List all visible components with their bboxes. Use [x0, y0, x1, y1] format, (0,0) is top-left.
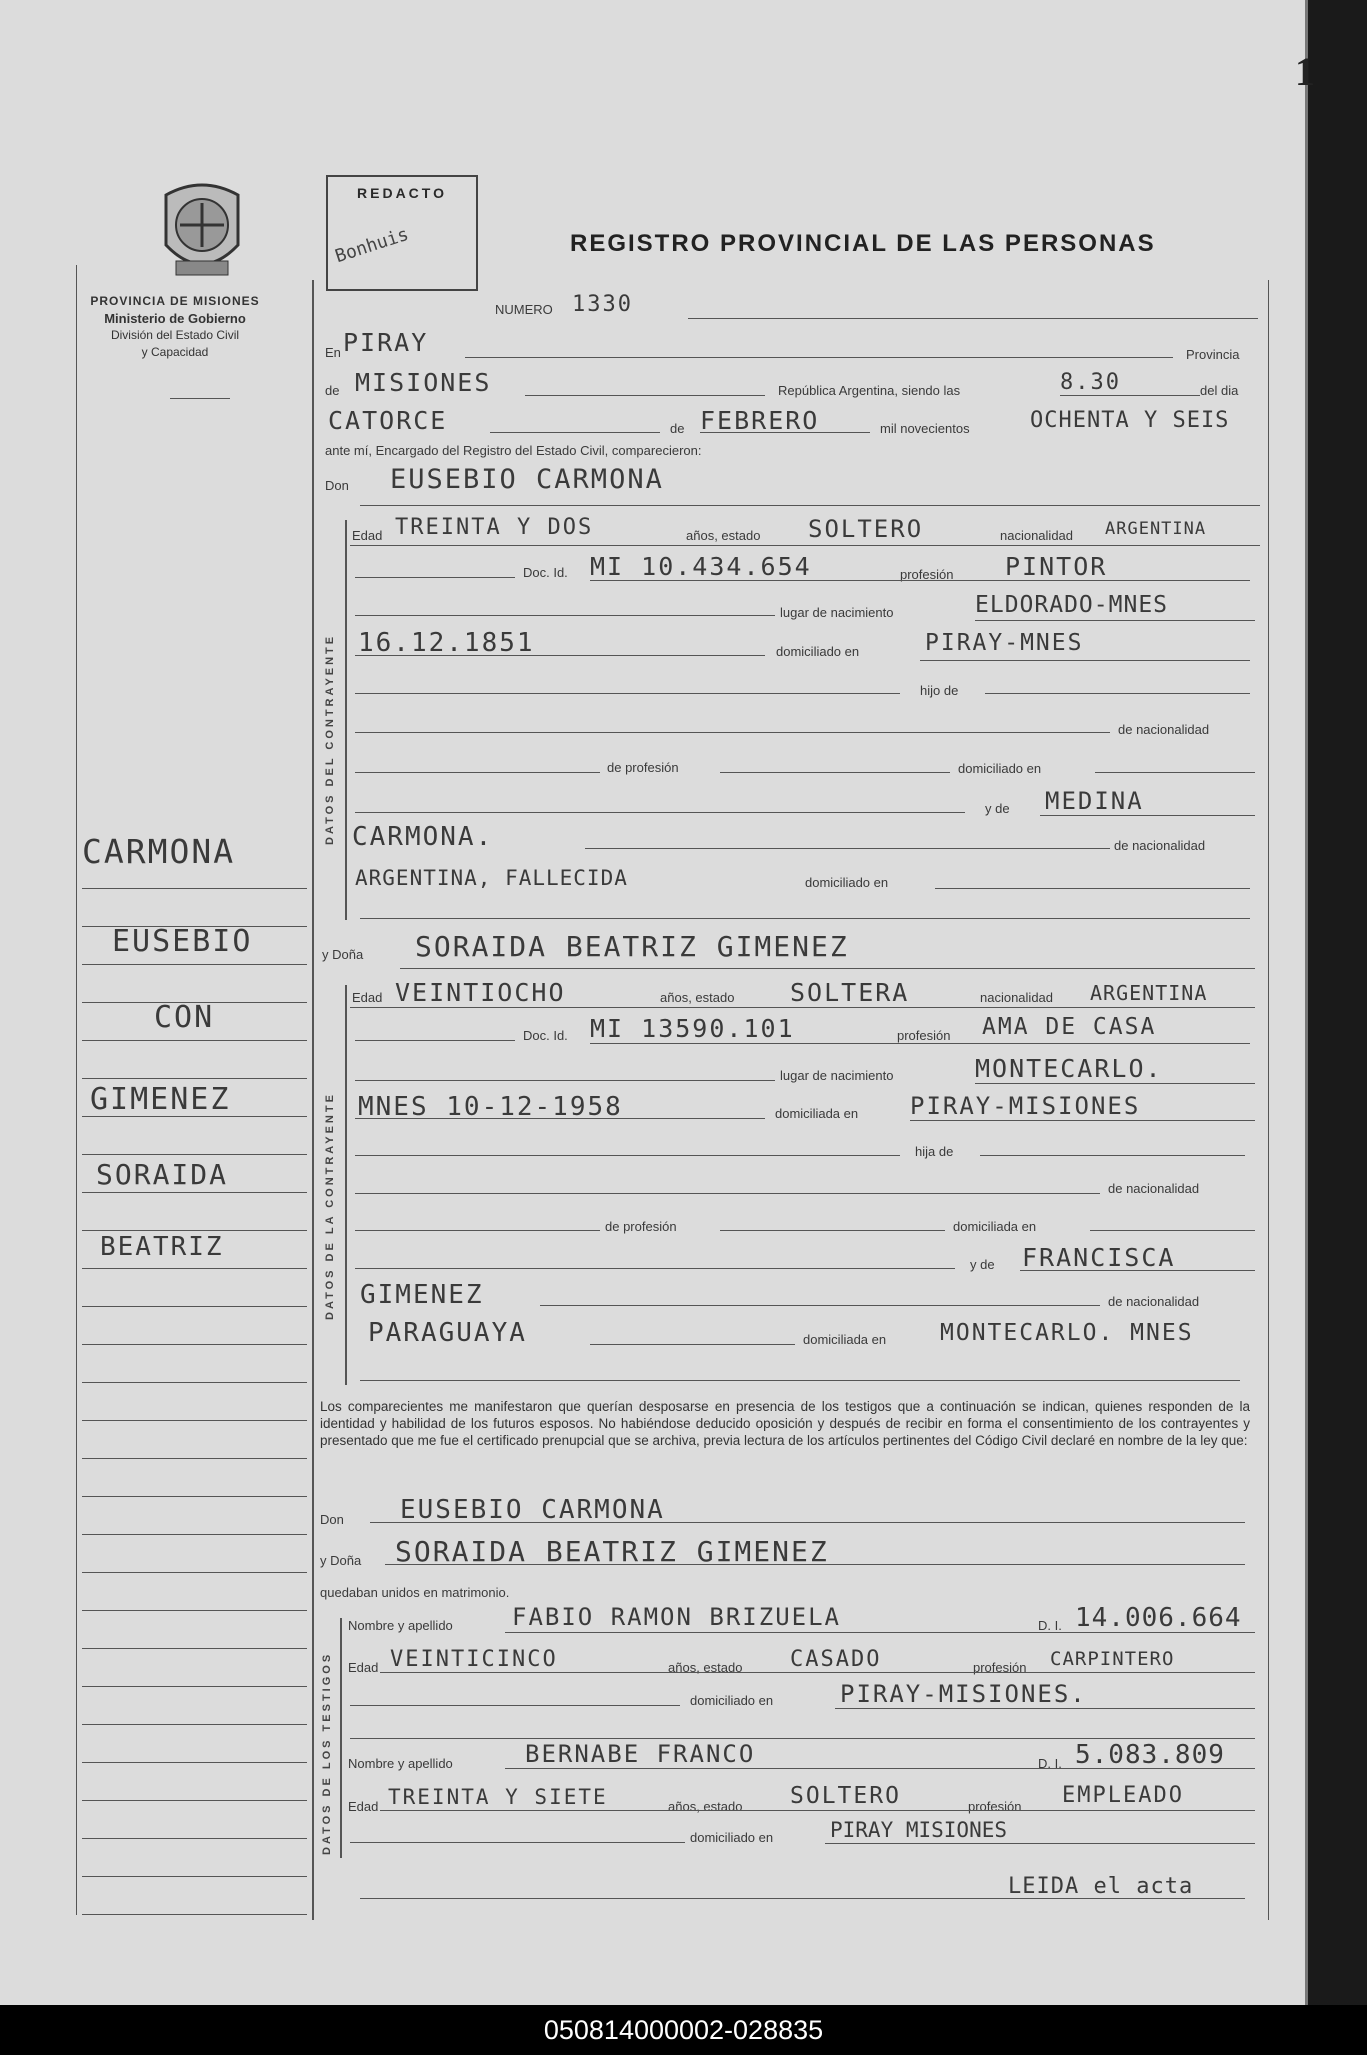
line — [975, 1083, 1255, 1084]
line — [360, 918, 1250, 919]
line — [360, 505, 1260, 506]
line — [355, 655, 765, 656]
margin-rule — [82, 1648, 307, 1649]
domiciliada-en-2-label: domiciliada en — [953, 1219, 1037, 1234]
contrayenta-madre-dom: MONTECARLO. MNES — [940, 1320, 1194, 1346]
y-de-label: y de — [985, 801, 1010, 816]
de-profesion-2-label: de profesión — [605, 1219, 677, 1234]
contrayente-profesion: PINTOR — [1005, 552, 1108, 581]
line — [355, 772, 600, 773]
union-don: EUSEBIO CARMONA — [400, 1495, 665, 1525]
provincia-label: Provincia — [1186, 347, 1240, 362]
registry-title: REGISTRO PROVINCIAL DE LAS PERSONAS — [570, 230, 1156, 257]
line — [355, 1080, 775, 1081]
line — [980, 1155, 1245, 1156]
line — [1090, 1230, 1255, 1231]
margin-name-3: BEATRIZ — [100, 1232, 224, 1262]
contrayente-fecha-nac: 16.12.1851 — [358, 628, 535, 658]
line — [688, 318, 1258, 319]
anos-estado-2-label: años, estado — [660, 990, 735, 1005]
coat-of-arms-seal — [156, 175, 248, 283]
domiciliada-en-3-label: domiciliada en — [803, 1332, 887, 1347]
line — [920, 660, 1250, 661]
union-dona: SORAIDA BEATRIZ GIMENEZ — [395, 1535, 829, 1568]
numero-value: 1330 — [572, 292, 633, 317]
edad-2-label: Edad — [352, 990, 383, 1005]
margin-rule — [82, 1762, 307, 1763]
domiciliado-label: domiciliado en — [776, 644, 860, 659]
line — [590, 1043, 1250, 1044]
margin-rule — [82, 1420, 307, 1421]
line — [590, 1344, 795, 1345]
line — [835, 1708, 1255, 1709]
edad-3-label: Edad — [348, 1660, 379, 1675]
testigo2-edad: TREINTA Y SIETE — [388, 1785, 608, 1809]
line — [825, 1843, 1255, 1844]
redacto-label: REDACTO — [357, 185, 447, 201]
lugar-value: PIRAY — [343, 328, 429, 357]
line — [585, 848, 1110, 849]
barcode-text: 050814000002-028835 — [0, 2005, 1367, 2055]
margin-rule — [82, 1344, 307, 1345]
line — [350, 1738, 1255, 1739]
contrayente-lugar-nac: ELDORADO-MNES — [975, 592, 1169, 618]
di-label: D. I. — [1038, 1618, 1062, 1633]
line — [700, 432, 870, 433]
line — [355, 732, 1110, 733]
section-line — [340, 1618, 342, 1858]
testigo2-profesion: EMPLEADO — [1062, 1783, 1184, 1808]
profesion-label: profesión — [900, 567, 954, 582]
line — [350, 1705, 680, 1706]
margin-rule — [82, 1230, 307, 1231]
profesion-3-label: profesión — [973, 1660, 1027, 1675]
contrayenta-edad: VEINTIOCHO — [395, 978, 566, 1007]
testigo1-edad: VEINTICINCO — [390, 1647, 558, 1672]
section-line — [345, 520, 347, 920]
line — [985, 693, 1250, 694]
margin-surname-2: GIMENEZ — [90, 1082, 231, 1117]
testigo1-estado: CASADO — [790, 1647, 882, 1672]
line — [355, 812, 965, 813]
domiciliado-en-4-label: domiciliado en — [690, 1693, 774, 1708]
nombre-apellido-2-label: Nombre y apellido — [348, 1756, 453, 1771]
margin-rule — [82, 1078, 307, 1079]
testigo1-profesion: CARPINTERO — [1050, 1648, 1175, 1670]
contrayente-madre: MEDINA — [1045, 787, 1144, 815]
line — [505, 1768, 1255, 1769]
nacionalidad-label: nacionalidad — [1000, 528, 1074, 543]
province-line-2: Ministerio de Gobierno — [104, 311, 246, 326]
margin-rule — [82, 1838, 307, 1839]
numero-label: NUMERO — [495, 302, 553, 317]
line — [350, 1007, 1255, 1008]
contrayenta-lugar-nac: MONTECARLO. — [975, 1054, 1163, 1083]
mes-value: FEBRERO — [700, 406, 820, 435]
declaration-paragraph: Los comparecientes me manifestaron que querían desposarse en presencia de los testigos que a continuación se indican, quienes responden de la identidad y habilidad de los futuros esposos. No habiéndose deducido oposición y después de recibir en forma el consentimiento de los contrayentes y presentado que me fue el certificado prenupcial que se archiva, previa lectura de los artículos pertinentes del Código Civil declaré en nombre de la ley que: — [320, 1399, 1250, 1448]
domiciliada-label: domiciliada en — [775, 1106, 859, 1121]
de-nacionalidad-3-label: de nacionalidad — [1108, 1181, 1200, 1196]
contrayente-madre-info: ARGENTINA, FALLECIDA — [355, 866, 628, 890]
line — [355, 1040, 515, 1041]
del-dia-label: del dia — [1200, 383, 1239, 398]
frame-left — [312, 280, 314, 1920]
margin-rule — [82, 1268, 307, 1269]
testigo1-nombre: FABIO RAMON BRIZUELA — [512, 1603, 841, 1631]
line — [505, 1632, 1255, 1633]
cierre-text: LEIDA el acta — [1008, 1874, 1194, 1899]
anos-estado-4-label: años, estado — [668, 1799, 743, 1814]
margin-name-2: SORAIDA — [96, 1158, 229, 1191]
line — [350, 1842, 685, 1843]
margin-left — [76, 265, 77, 1915]
contrayenta-domicilio: PIRAY-MISIONES — [910, 1092, 1141, 1120]
edad-label: Edad — [352, 528, 383, 543]
margin-rule — [82, 1876, 307, 1877]
contrayente-estado: SOLTERO — [808, 515, 924, 543]
lugar-nac-2-label: lugar de nacimiento — [780, 1068, 894, 1083]
line — [355, 1230, 600, 1231]
line — [355, 1155, 900, 1156]
line — [355, 693, 900, 694]
domiciliado-en-3-label: domiciliado en — [805, 875, 889, 890]
line — [540, 1305, 1100, 1306]
line — [1060, 395, 1200, 396]
de-mes-label: de — [670, 421, 685, 436]
margin-rule — [82, 1686, 307, 1687]
line — [380, 1672, 1255, 1673]
margin-first-name: EUSEBIO — [112, 924, 253, 959]
don-label: Don — [325, 478, 349, 493]
line — [490, 432, 660, 433]
redacto-signature: Bonhuis — [332, 223, 412, 268]
line — [1040, 815, 1255, 816]
page-number: 1 — [1295, 49, 1315, 94]
line — [355, 1193, 1100, 1194]
de-nacionalidad-label: de nacionalidad — [1118, 722, 1210, 737]
margin-rule — [82, 964, 307, 965]
line — [975, 620, 1255, 621]
margin-rule — [82, 1534, 307, 1535]
nombre-apellido-label: Nombre y apellido — [348, 1618, 453, 1633]
margin-surname: CARMONA — [82, 832, 236, 871]
province-line-1: PROVINCIA DE MISIONES — [90, 294, 260, 308]
de-profesion-label: de profesión — [607, 760, 679, 775]
margin-rule — [82, 1306, 307, 1307]
contrayente-doc: MI 10.434.654 — [590, 552, 812, 581]
contrayente-madre-2: CARMONA. — [352, 822, 494, 852]
line — [1000, 1898, 1245, 1899]
section-line — [345, 985, 347, 1385]
line — [1020, 1270, 1255, 1271]
province-line-3: División del Estado Civil — [110, 328, 240, 342]
domiciliado-en-2-label: domiciliado en — [958, 761, 1042, 776]
y-de-2-label: y de — [970, 1257, 995, 1272]
line — [910, 1120, 1255, 1121]
contrayenta-madre-2: GIMENEZ — [360, 1280, 484, 1310]
line — [350, 545, 1260, 546]
testigo1-di: 14.006.664 — [1075, 1603, 1242, 1633]
divider — [170, 398, 230, 399]
contrayenta-nombre: SORAIDA BEATRIZ GIMENEZ — [415, 930, 849, 963]
line — [465, 357, 1173, 358]
margin-rule — [82, 1800, 307, 1801]
contrayente-edad: TREINTA Y DOS — [395, 515, 594, 540]
profesion-2-label: profesión — [897, 1028, 951, 1043]
line — [370, 1522, 1245, 1523]
line — [720, 772, 950, 773]
line — [1095, 772, 1255, 773]
profesion-4-label: profesión — [968, 1799, 1022, 1814]
margin-rule — [82, 1458, 307, 1459]
anos-estado-3-label: años, estado — [668, 1660, 743, 1675]
line — [380, 1810, 1255, 1811]
nacionalidad-2-label: nacionalidad — [980, 990, 1054, 1005]
testigo2-di: 5.083.809 — [1075, 1740, 1225, 1770]
margin-rule — [82, 1382, 307, 1383]
margin-rule — [82, 1610, 307, 1611]
datos-contrayente-label: DATOS DEL CONTRAYENTE — [324, 633, 336, 845]
line — [935, 888, 1250, 889]
contrayenta-fecha-nac: MNES 10-12-1958 — [358, 1092, 623, 1122]
contrayenta-madre: FRANCISCA — [1022, 1243, 1176, 1272]
contrayenta-madre-nac: PARAGUAYA — [368, 1318, 527, 1348]
line — [590, 580, 1250, 581]
contrayenta-profesion: AMA DE CASA — [982, 1014, 1157, 1040]
anio-value: OCHENTA Y SEIS — [1030, 408, 1230, 433]
contrayenta-doc: MI 13590.101 — [590, 1014, 795, 1043]
de-label: de — [325, 383, 340, 398]
contrayente-nombre: EUSEBIO CARMONA — [390, 464, 664, 495]
testigo2-estado: SOLTERO — [790, 1783, 901, 1809]
province-heading — [60, 293, 290, 361]
hora-value: 8.30 — [1060, 370, 1121, 395]
domiciliado-en-5-label: domiciliado en — [690, 1830, 774, 1845]
line — [360, 1380, 1240, 1381]
margin-rule — [82, 1040, 307, 1041]
province-line-4: y Capacidad — [141, 345, 209, 359]
margin-rule — [82, 888, 307, 889]
line — [355, 577, 515, 578]
de-nacionalidad-4-label: de nacionalidad — [1108, 1294, 1200, 1309]
line — [385, 1564, 1245, 1565]
margin-con: CON — [154, 1000, 215, 1035]
contrayente-domicilio: PIRAY-MNES — [925, 630, 1084, 656]
margin-rule — [82, 1154, 307, 1155]
y-dona-2-label: y Doña — [320, 1553, 362, 1568]
en-label: En — [325, 345, 341, 360]
margin-rule — [82, 1572, 307, 1573]
testigo2-nombre: BERNABE FRANCO — [525, 1740, 756, 1768]
line — [355, 1118, 765, 1119]
ante-mi-label: ante mí, Encargado del Registro del Estado Civil, comparecieron: — [325, 443, 702, 458]
anos-estado-label: años, estado — [686, 528, 761, 543]
di-2-label: D. I. — [1038, 1756, 1062, 1771]
datos-testigos-label: DATOS DE LOS TESTIGOS — [321, 1651, 333, 1855]
contrayenta-nacionalidad: ARGENTINA — [1090, 981, 1208, 1005]
margin-rule — [82, 1724, 307, 1725]
line — [355, 1268, 955, 1269]
margin-rule — [82, 1914, 307, 1915]
don-2-label: Don — [320, 1512, 344, 1527]
redacto-stamp — [326, 175, 478, 291]
lugar-nac-label: lugar de nacimiento — [780, 605, 894, 620]
hijo-de-label: hijo de — [920, 683, 959, 698]
doc-2-label: Doc. Id. — [523, 1028, 568, 1043]
testigo2-domicilio: PIRAY MISIONES — [830, 1818, 1008, 1842]
hija-de-label: hija de — [915, 1144, 954, 1159]
contrayente-nacionalidad: ARGENTINA — [1105, 519, 1207, 539]
line — [360, 1898, 1000, 1899]
republica-label: República Argentina, siendo las — [778, 383, 961, 398]
doc-label: Doc. Id. — [523, 565, 568, 580]
testigo1-domicilio: PIRAY-MISIONES. — [840, 1680, 1087, 1708]
mil-novecientos-label: mil novecientos — [880, 421, 970, 436]
frame-right — [1268, 280, 1269, 1920]
edad-4-label: Edad — [348, 1799, 379, 1814]
de-nacionalidad-2-label: de nacionalidad — [1114, 838, 1206, 853]
y-dona-label: y Doña — [322, 947, 364, 962]
margin-rule — [82, 1192, 307, 1193]
line — [400, 968, 1255, 969]
dia-value: CATORCE — [328, 406, 448, 435]
quedaban-label: quedaban unidos en matrimonio. — [320, 1585, 510, 1600]
margin-rule — [82, 1496, 307, 1497]
line — [720, 1230, 945, 1231]
contrayenta-estado: SOLTERA — [790, 978, 910, 1007]
line — [525, 395, 765, 396]
line — [355, 615, 775, 616]
provincia-value: MISIONES — [355, 368, 492, 397]
datos-contrayenta-label: DATOS DE LA CONTRAYENTE — [324, 1092, 336, 1320]
